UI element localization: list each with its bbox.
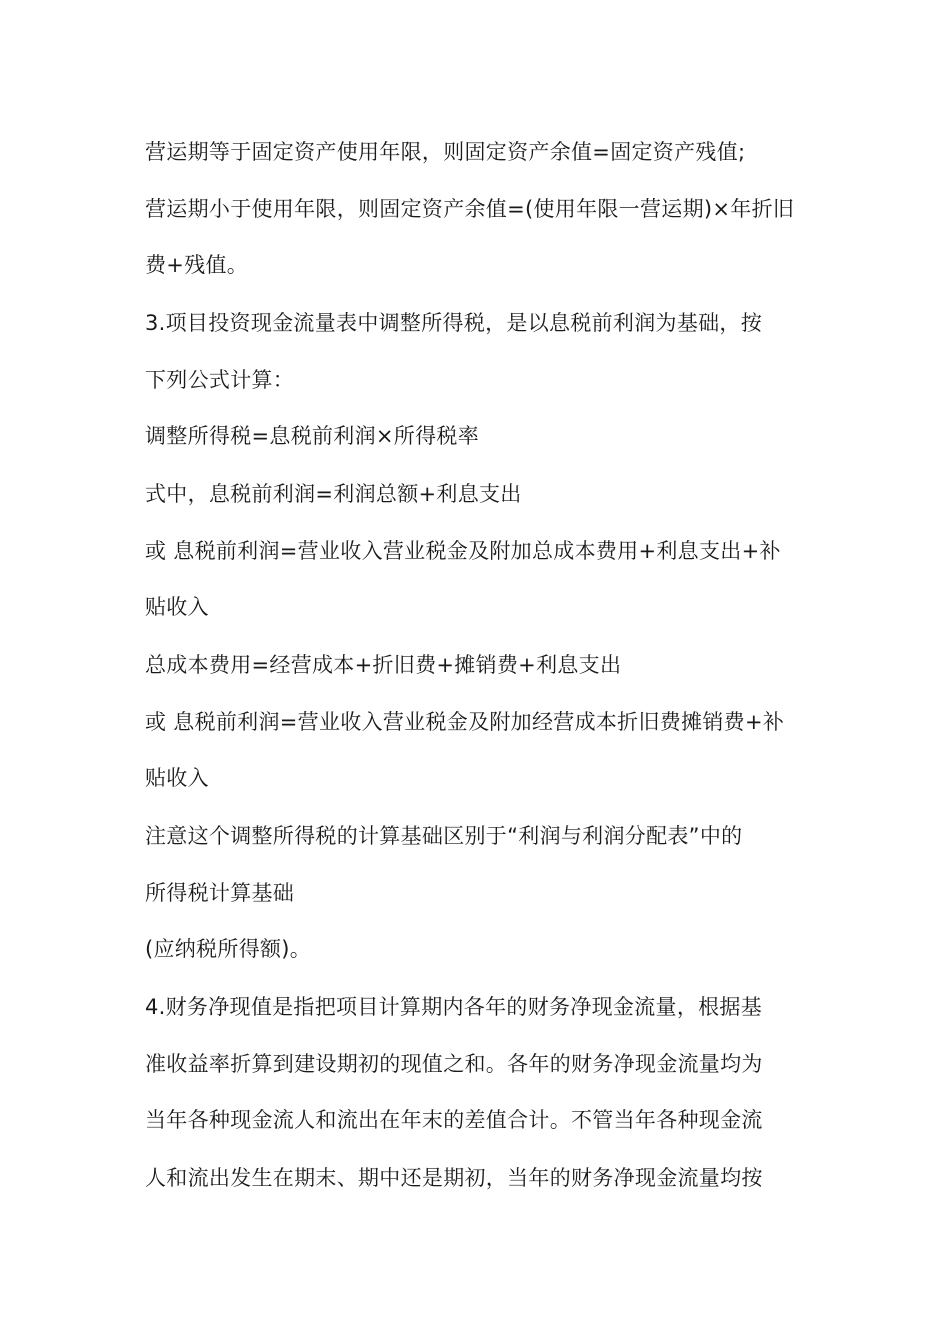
text-line: 或 息税前利润=营业收入营业税金及附加总成本费用+利息支出+补	[145, 539, 781, 563]
text-line: 下列公式计算：	[145, 368, 295, 392]
text-line: (应纳税所得额)。	[145, 937, 312, 961]
text-line: 当年各种现金流人和流出在年末的差值合计。不管当年各种现金流	[145, 1108, 763, 1132]
text-line: 式中，息税前利润=利润总额+利息支出	[145, 482, 522, 506]
text-line: 或 息税前利润=营业收入营业税金及附加经营成本折旧费摊销费+补	[145, 710, 785, 734]
text-line: 调整所得税=息税前利润×所得税率	[145, 424, 479, 448]
text-line: 注意这个调整所得税的计算基础区别于“利润与利润分配表”中的	[145, 824, 743, 848]
text-line: 总成本费用=经营成本+折旧费+摊销费+利息支出	[145, 653, 622, 677]
text-line: 营运期等于固定资产使用年限，则固定资产余值=固定资产残值;	[145, 140, 746, 164]
text-line: 4.财务净现值是指把项目计算期内各年的财务净现金流量，根据基	[145, 995, 763, 1019]
text-line: 贴收入	[145, 595, 209, 619]
text-line: 3.项目投资现金流量表中调整所得税，是以息税前利润为基础，按	[145, 311, 763, 335]
text-line: 费+残值。	[145, 253, 249, 277]
text-line: 所得税计算基础	[145, 881, 295, 905]
text-line: 贴收入	[145, 766, 209, 790]
text-line: 准收益率折算到建设期初的现值之和。各年的财务净现金流量均为	[145, 1052, 763, 1076]
text-line: 人和流出发生在期末、期中还是期初，当年的财务净现金流量均按	[145, 1166, 763, 1190]
text-line: 营运期小于使用年限，则固定资产余值=(使用年限一营运期)×年折旧	[145, 197, 795, 221]
